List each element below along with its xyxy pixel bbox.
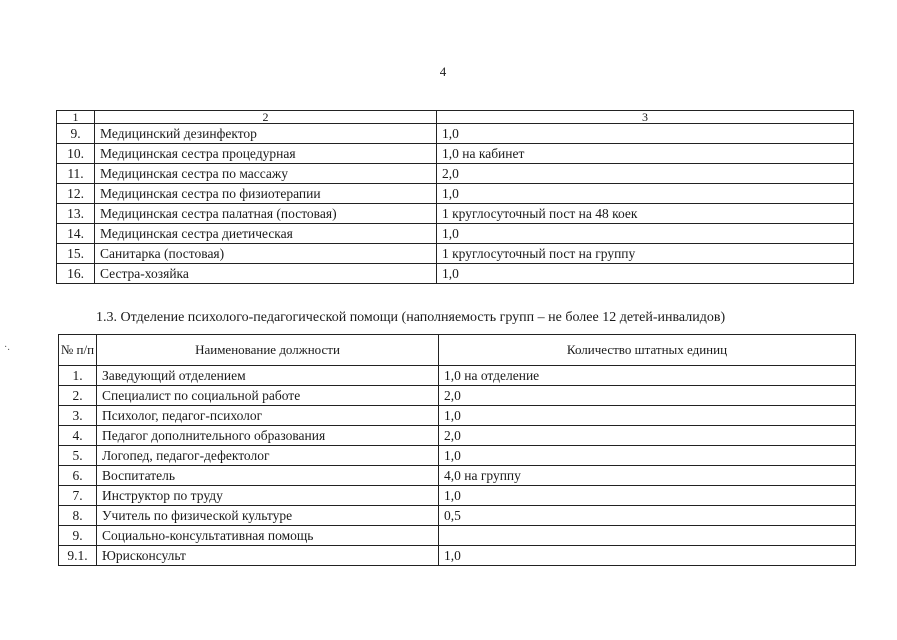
position-name: Педагог дополнительного образования	[97, 426, 439, 446]
position-name: Медицинская сестра диетическая	[95, 224, 437, 244]
column-number: 2	[95, 111, 437, 124]
column-number: 3	[437, 111, 854, 124]
position-name: Психолог, педагог-психолог	[97, 406, 439, 426]
staff-table-psych-ped	[58, 334, 856, 566]
table-row	[57, 184, 854, 204]
staff-units: 1,0 на отделение	[439, 366, 856, 386]
table-row	[59, 526, 856, 546]
table-row	[59, 546, 856, 566]
staff-units: 1,0	[437, 124, 854, 144]
row-number: 10.	[57, 144, 95, 164]
staff-units: 2,0	[437, 164, 854, 184]
section-heading: 1.3. Отделение психолого-педагогической помощи (наполняемость групп – не более 12 детей-инвалидов)	[96, 310, 726, 325]
staff-units	[439, 526, 856, 546]
row-number: 16.	[57, 264, 95, 284]
table-row	[59, 466, 856, 486]
row-number: 13.	[57, 204, 95, 224]
staff-units: 1,0	[439, 486, 856, 506]
table-row	[57, 164, 854, 184]
staff-units: 1 круглосуточный пост на 48 коек	[437, 204, 854, 224]
position-name: Медицинская сестра по физиотерапии	[95, 184, 437, 204]
row-number: 9.	[57, 124, 95, 144]
table-row	[59, 446, 856, 466]
table-row	[59, 426, 856, 446]
row-number: 1.	[59, 366, 97, 386]
column-number-row	[57, 111, 854, 124]
table-row	[57, 264, 854, 284]
staff-table-continued	[56, 110, 854, 284]
table-header-row	[59, 335, 856, 366]
row-number: 12.	[57, 184, 95, 204]
staff-units: 1,0	[439, 546, 856, 566]
position-name: Санитарка (постовая)	[95, 244, 437, 264]
table-row	[57, 124, 854, 144]
position-name: Медицинский дезинфектор	[95, 124, 437, 144]
staff-units: 2,0	[439, 426, 856, 446]
row-number: 2.	[59, 386, 97, 406]
page-number: 4	[439, 64, 447, 79]
table-row	[59, 486, 856, 506]
table-row	[57, 224, 854, 244]
position-name: Медицинская сестра процедурная	[95, 144, 437, 164]
staff-units: 0,5	[439, 506, 856, 526]
position-name: Медицинская сестра по массажу	[95, 164, 437, 184]
row-number: 14.	[57, 224, 95, 244]
staff-units: 1,0 на кабинет	[437, 144, 854, 164]
staff-units: 1,0	[439, 446, 856, 466]
position-name: Инструктор по труду	[97, 486, 439, 506]
position-name: Медицинская сестра палатная (постовая)	[95, 204, 437, 224]
staff-units: 4,0 на группу	[439, 466, 856, 486]
row-number: 6.	[59, 466, 97, 486]
row-number: 9.	[59, 526, 97, 546]
row-number: 15.	[57, 244, 95, 264]
header-number: № п/п	[59, 335, 97, 366]
header-staff-units: Количество штатных единиц	[439, 335, 856, 366]
row-number: 3.	[59, 406, 97, 426]
position-name: Учитель по физической культуре	[97, 506, 439, 526]
staff-units: 1,0	[437, 184, 854, 204]
row-number: 9.1.	[59, 546, 97, 566]
staff-units: 2,0	[439, 386, 856, 406]
position-name: Юрисконсульт	[97, 546, 439, 566]
row-number: 5.	[59, 446, 97, 466]
staff-units: 1,0	[437, 224, 854, 244]
row-number: 11.	[57, 164, 95, 184]
position-name: Воспитатель	[97, 466, 439, 486]
row-number: 7.	[59, 486, 97, 506]
table-row	[59, 366, 856, 386]
staff-units: 1,0	[437, 264, 854, 284]
header-position: Наименование должности	[97, 335, 439, 366]
position-name: Логопед, педагог-дефектолог	[97, 446, 439, 466]
position-name: Социально-консультативная помощь	[97, 526, 439, 546]
table-row	[59, 386, 856, 406]
position-name: Сестра-хозяйка	[95, 264, 437, 284]
position-name: Заведующий отделением	[97, 366, 439, 386]
staff-units: 1 круглосуточный пост на группу	[437, 244, 854, 264]
staff-units: 1,0	[439, 406, 856, 426]
row-number: 4.	[59, 426, 97, 446]
column-number: 1	[57, 111, 95, 124]
table-row	[57, 204, 854, 224]
table-row	[59, 506, 856, 526]
position-name: Специалист по социальной работе	[97, 386, 439, 406]
margin-mark: ·.	[4, 342, 10, 353]
table-row	[57, 244, 854, 264]
table-row	[59, 406, 856, 426]
row-number: 8.	[59, 506, 97, 526]
table-row	[57, 144, 854, 164]
